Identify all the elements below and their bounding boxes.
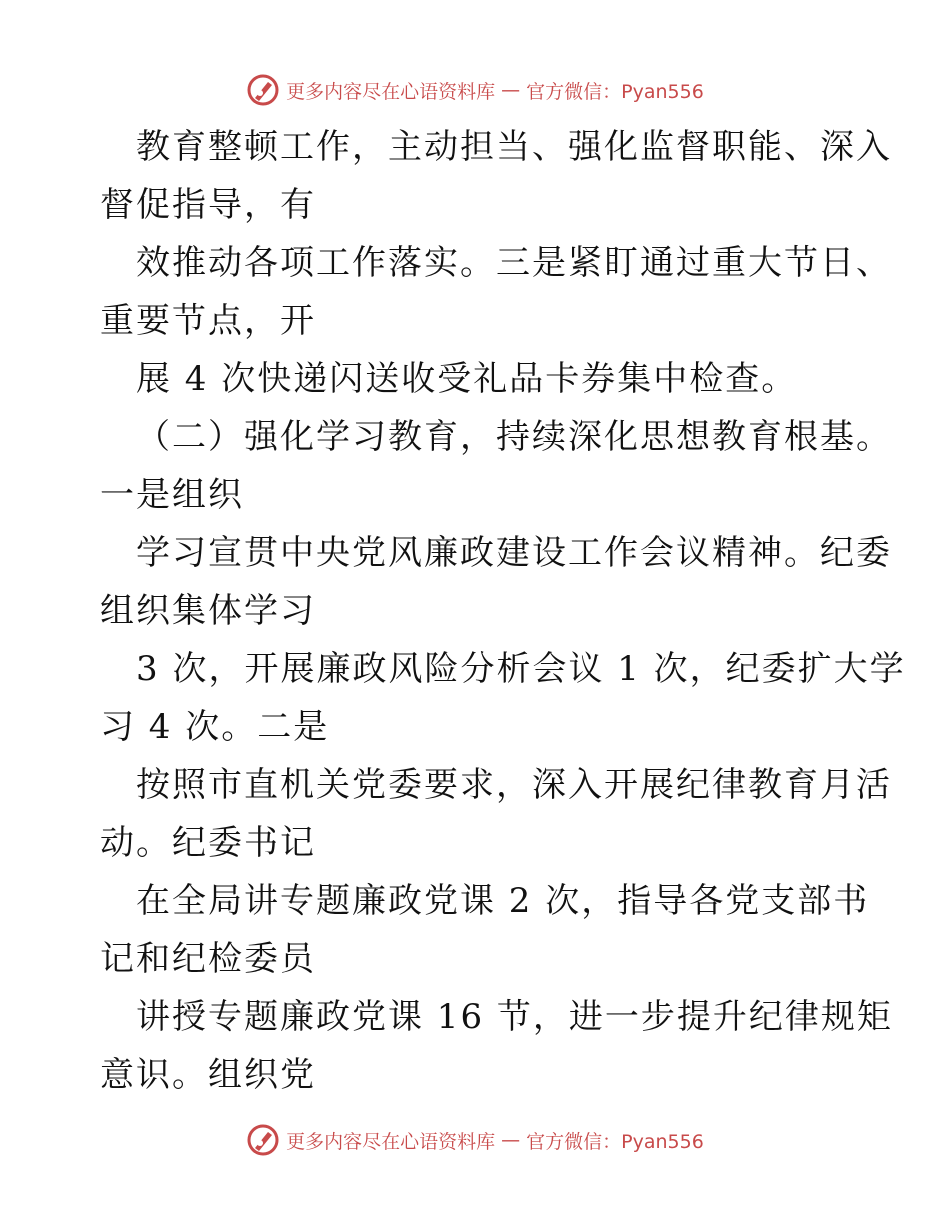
- text-line: 意识。组织党: [100, 1055, 316, 1095]
- banner-contact-text: 官方微信：Pyan556: [526, 1130, 704, 1153]
- banner-site-text: 更多内容尽在心语资料库: [286, 80, 496, 103]
- text-line: 讲授专题廉政党课 16 节，进一步提升纪律规矩: [136, 997, 893, 1037]
- footer-banner: [0, 1120, 950, 1160]
- banner-separator: —: [501, 79, 521, 101]
- text-line: 3 次，开展廉政风险分析会议 1 次，纪委扩大学: [136, 649, 906, 689]
- text-line: 按照市直机关党委要求，深入开展纪律教育月活: [136, 765, 892, 805]
- text-line: 组织集体学习: [100, 591, 316, 631]
- header-banner: [0, 70, 950, 110]
- body-text: [100, 118, 906, 1104]
- text-line: 教育整顿工作，主动担当、强化监督职能、深入: [136, 127, 892, 167]
- text-line: 效推动各项工作落实。三是紧盯通过重大节日、: [136, 243, 892, 283]
- pen-circle-logo-icon: [246, 1123, 280, 1157]
- banner-site-text: 更多内容尽在心语资料库: [286, 1130, 496, 1153]
- text-line: 动。纪委书记: [100, 823, 316, 863]
- text-line: 一是组织: [100, 475, 244, 515]
- text-line: 展 4 次快递闪送收受礼品卡券集中检查。: [136, 359, 798, 399]
- text-line: 重要节点，开: [100, 301, 316, 341]
- text-line: 督促指导，有: [100, 185, 316, 225]
- banner-separator: —: [501, 1129, 521, 1151]
- text-line: 在全局讲专题廉政党课 2 次，指导各党支部书: [136, 881, 870, 921]
- pen-circle-logo-icon: [246, 73, 280, 107]
- text-line: 学习宣贯中央党风廉政建设工作会议精神。纪委: [136, 533, 892, 573]
- text-line: （二）强化学习教育，持续深化思想教育根基。: [136, 417, 892, 457]
- banner-contact-text: 官方微信：Pyan556: [526, 80, 704, 103]
- text-line: 习 4 次。二是: [100, 707, 330, 747]
- text-line: 记和纪检委员: [100, 939, 316, 979]
